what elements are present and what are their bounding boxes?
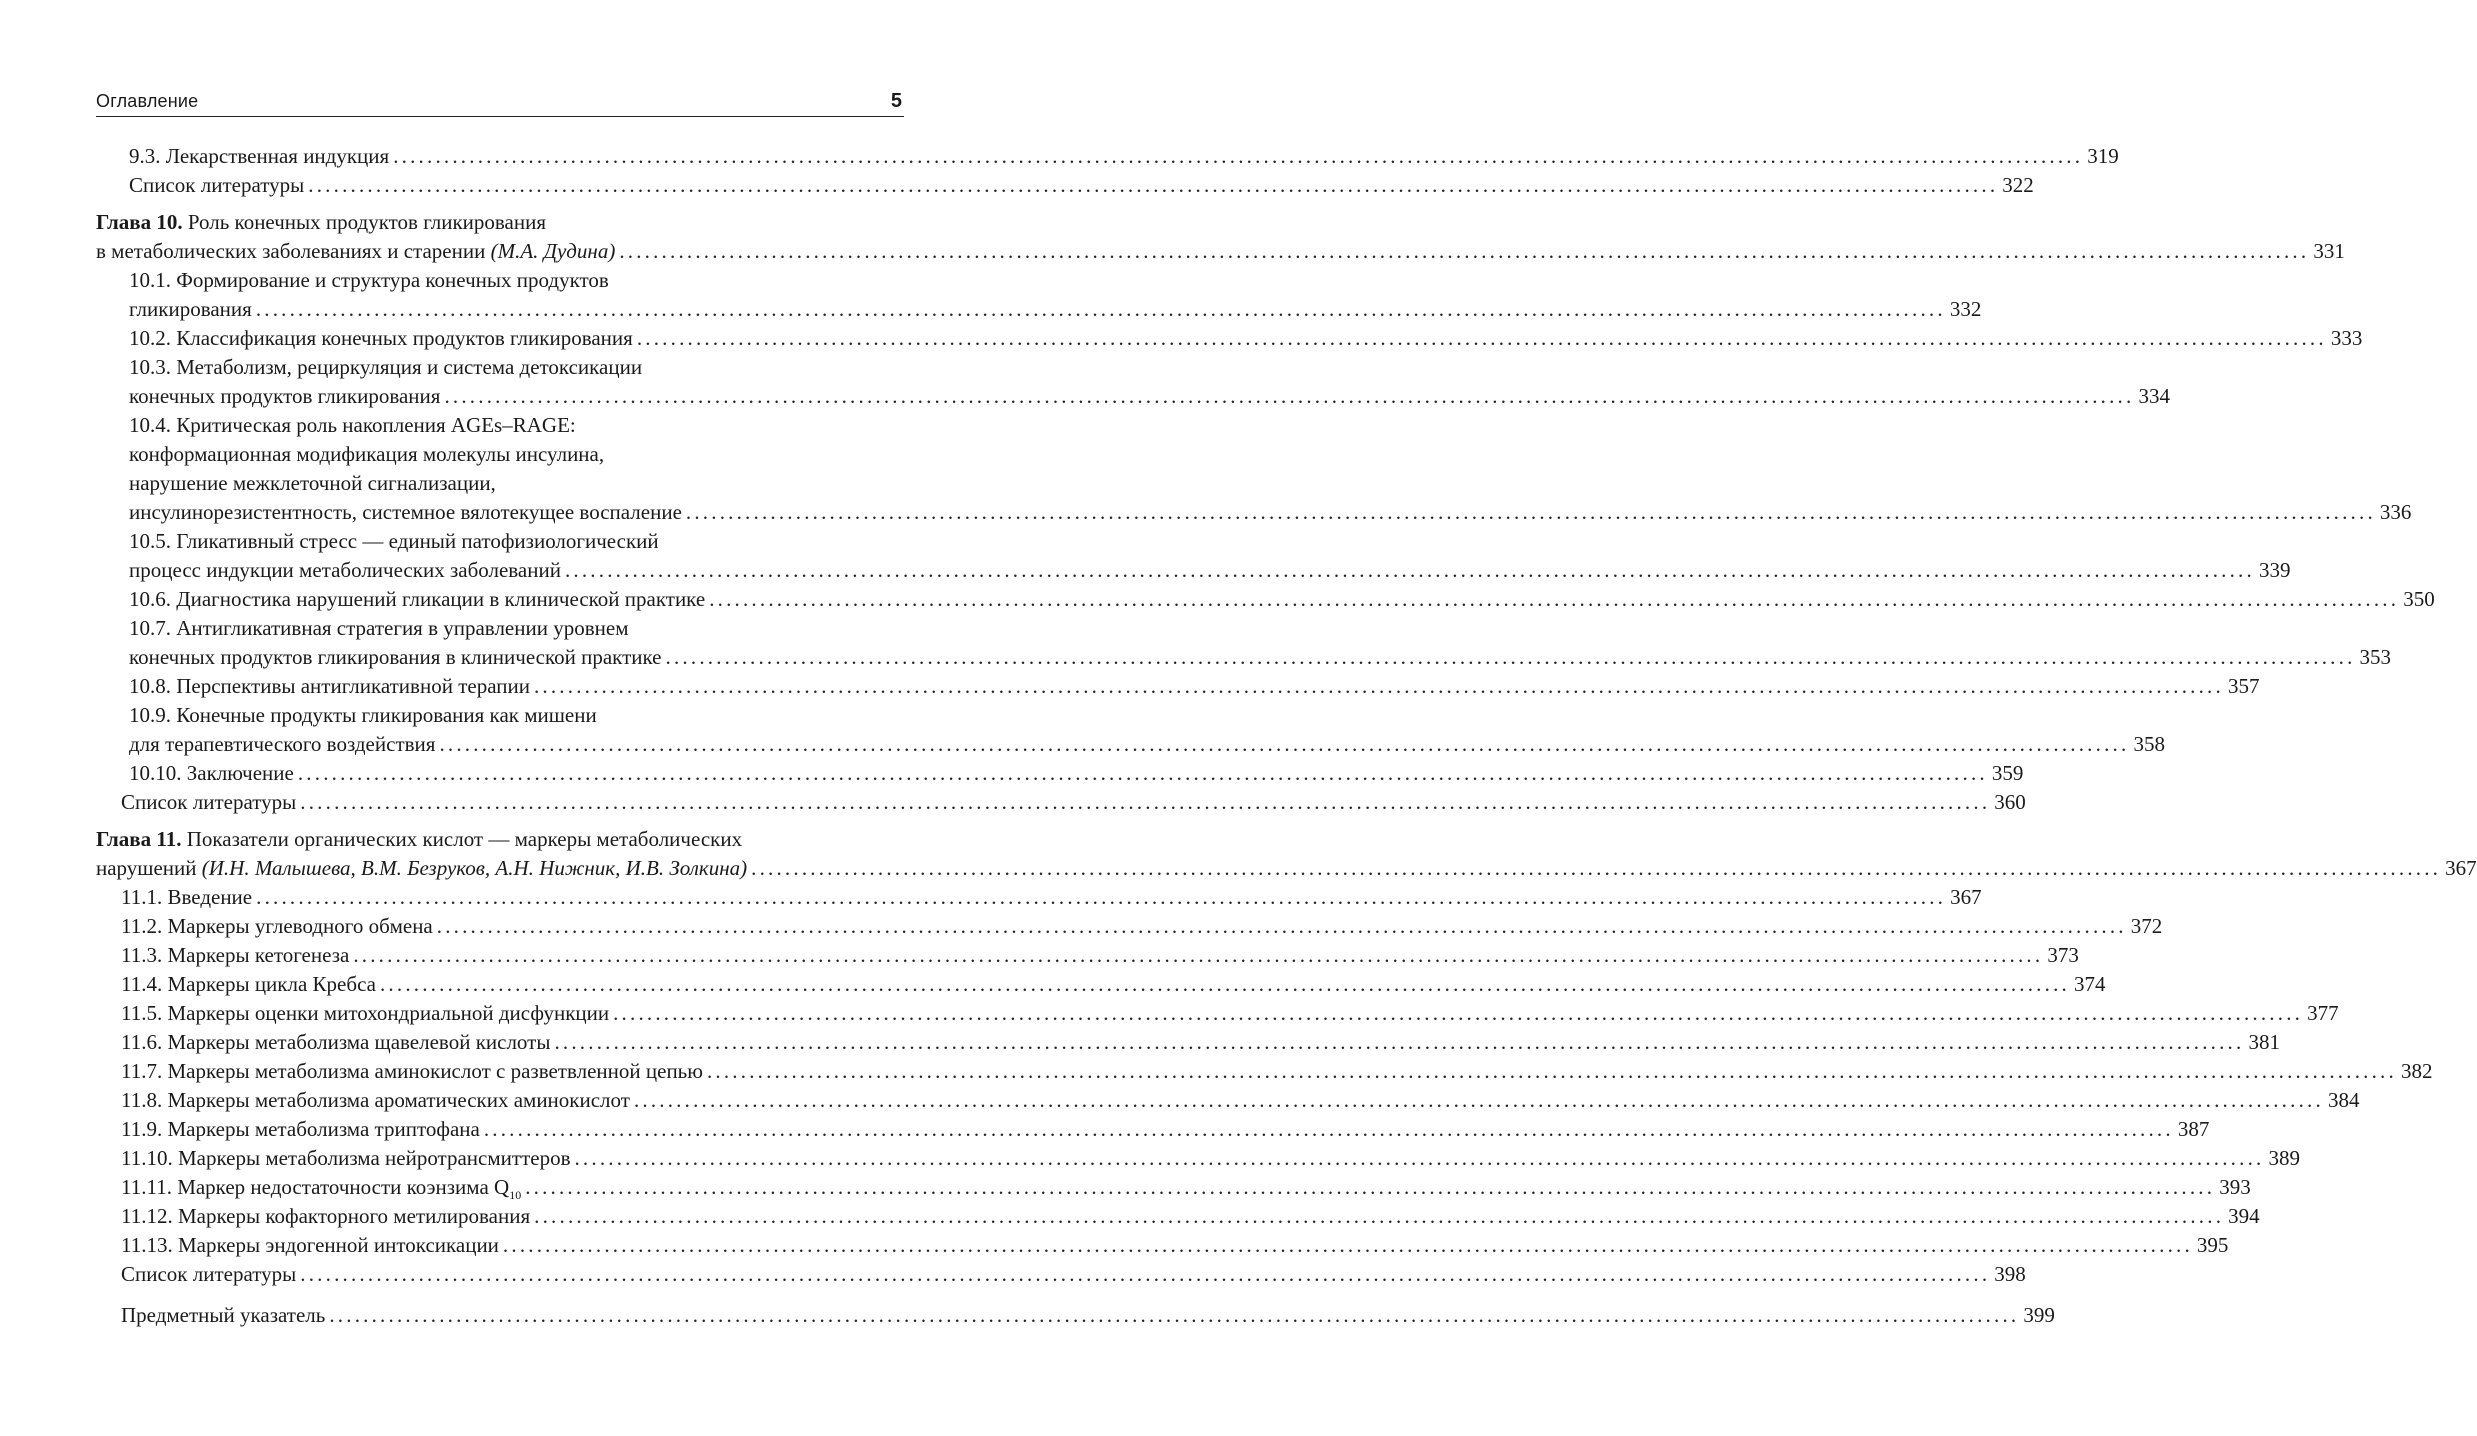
leader-dots: ........................................................................................................................................................................................................ [255,297,1946,321]
toc-entry-10-1[interactable] [96,266,1982,324]
chapter-title: Роль конечных продуктов гликирования [182,210,547,234]
entry-page: 334 [2138,384,2170,408]
leader-dots: ........................................................................................................................................................................................................ [444,384,2135,408]
entry-title-cont: для терапевтического воздействия [129,732,436,756]
chapter-title-line [96,237,2345,266]
toc-entry-ch11-references[interactable] [96,1260,2026,1289]
toc-entry-10-2[interactable] [96,324,2363,353]
header-title: Оглавление [96,91,199,111]
leader-dots: ........................................................................................................................................................................................................ [534,1204,2225,1228]
toc-entry-11-7[interactable] [96,1057,2433,1086]
toc-entry-11-2[interactable] [96,912,2163,941]
entry-page: 372 [2130,914,2163,938]
leader-dots: ........................................................................................................................................................................................................ [554,1030,2245,1054]
entry-title: 10.4. Критическая роль накопления AGEs–RAGE: [129,413,576,437]
entry-title: 11.9. Маркеры метаболизма триптофана [121,1117,480,1141]
entry-page: 393 [2219,1175,2251,1199]
entry-page: 322 [2002,173,2034,197]
entry-page: 373 [2047,943,2079,967]
leader-dots: ........................................................................................................................................................................................................ [256,885,1947,909]
leader-dots: ........................................................................................................................................................................................................ [613,1001,2304,1025]
entry-page: 353 [2359,645,2392,669]
leader-dots: ........................................................................................................................................................................................................ [751,856,2442,880]
entry-page: 382 [2400,1059,2433,1083]
entry-page: 387 [2177,1117,2210,1141]
leader-dots: ........................................................................................................................................................................................................ [709,587,2400,611]
entry-title: 10.6. Диагностика нарушений гликации в клинической практике [129,587,706,611]
entry-page: 331 [2313,239,2345,263]
entry-title: 11.11. Маркер недостаточности коэнзима Q [121,1175,510,1199]
entry-title-cont: конечных продуктов гликирования [129,384,441,408]
chapter-title-cont: нарушений [96,856,202,880]
entry-page: 360 [1994,790,2026,814]
toc-entry-11-1[interactable] [96,883,1982,912]
leader-dots: ........................................................................................................................................................................................................ [439,732,2130,756]
entry-title: 11.5. Маркеры оценки митохондриальной дисфункции [121,1001,610,1025]
entry-title: 11.2. Маркеры углеводного обмена [121,914,433,938]
entry-title: 10.3. Метаболизм, рециркуляция и система детоксикации [129,355,643,379]
entry-title: Список литературы [129,173,305,197]
toc-entry-11-12[interactable] [96,1202,2260,1231]
leader-dots: ........................................................................................................................................................................................................ [308,173,1999,197]
entry-page: 350 [2403,587,2435,611]
entry-page: 381 [2248,1030,2280,1054]
leader-dots: ........................................................................................................................................................................................................ [393,144,2084,168]
toc-entry-10-4[interactable] [96,411,2412,527]
leader-dots: ........................................................................................................................................................................................................ [564,558,2255,582]
leader-dots: ........................................................................................................................................................................................................ [379,972,2070,996]
toc-entry-10-6[interactable] [96,585,2435,614]
entry-title: 10.5. Гликативный стресс — единый патофизиологический [129,529,659,553]
entry-page: 339 [2258,558,2291,582]
entry-title: 11.6. Маркеры метаболизма щавелевой кислоты [121,1030,551,1054]
toc-entry-10-7[interactable] [96,614,2392,672]
entry-title: 11.10. Маркеры метаболизма нейротрансмиттеров [121,1146,571,1170]
toc-entry-11-6[interactable] [96,1028,2280,1057]
entry-subscript: 10 [509,1188,522,1203]
leader-dots: ........................................................................................................................................................................................................ [297,761,1988,785]
entry-title: 10.9. Конечные продукты гликирования как мишени [129,703,597,727]
leader-dots: ........................................................................................................................................................................................................ [329,1303,2020,1327]
leader-dots: ........................................................................................................................................................................................................ [633,1088,2324,1112]
entry-page: 367 [1950,885,1982,909]
leader-dots: ........................................................................................................................................................................................................ [353,943,2044,967]
leader-dots: ........................................................................................................................................................................................................ [619,239,2310,263]
leader-dots: ........................................................................................................................................................................................................ [502,1233,2193,1257]
entry-page: 394 [2228,1204,2260,1228]
leader-dots: ........................................................................................................................................................................................................ [685,500,2376,524]
entry-title: 11.13. Маркеры эндогенной интоксикации [121,1233,499,1257]
entry-title: 10.7. Антигликативная стратегия в управлении уровнем [129,616,629,640]
toc-entry-11-4[interactable] [96,970,2106,999]
chapter-title-cont: в метаболических заболеваниях и старении [96,239,491,263]
toc-entry-10-9[interactable] [96,701,2165,759]
entry-page: 357 [2227,674,2260,698]
entry-title: 11.12. Маркеры кофакторного метилирования [121,1204,531,1228]
entry-page: 367 [2445,856,2477,880]
entry-page: 333 [2330,326,2363,350]
entry-title: Предметный указатель [121,1303,326,1327]
chapter-title-line [96,208,904,237]
toc-entry-ch9-references[interactable] [96,171,2034,200]
entry-page: 332 [1949,297,1982,321]
entry-page: 389 [2268,1146,2300,1170]
chapter-authors: (М.А. Дудина) [490,239,616,263]
toc-entry-10-3[interactable] [96,353,2170,411]
entry-page: 377 [2307,1001,2339,1025]
entry-title-cont: нарушение межклеточной сигнализации, [129,471,496,495]
entry-title-cont: конечных продуктов гликирования в клинической практике [129,645,662,669]
running-header [96,88,904,117]
chapter-label: Глава 11. [96,827,182,851]
toc-entry-9-3[interactable] [96,142,2119,171]
entry-page: 395 [2196,1233,2229,1257]
chapter-authors: (И.Н. Малышева, В.М. Безруков, А.Н. Нижник, И.В. Золкина) [201,856,748,880]
leader-dots: ........................................................................................................................................................................................................ [525,1175,2216,1199]
toc-entry-11-11[interactable] [96,1173,2251,1203]
entry-title-cont: гликирования [129,297,252,321]
entry-title: 10.10. Заключение [129,761,294,785]
entry-title: 10.1. Формирование и структура конечных продуктов [129,268,609,292]
entry-page: 358 [2133,732,2165,756]
leader-dots: ........................................................................................................................................................................................................ [483,1117,2174,1141]
entry-title: 11.7. Маркеры метаболизма аминокислот с разветвленной цепью [121,1059,703,1083]
entry-page: 359 [1991,761,2024,785]
leader-dots: ........................................................................................................................................................................................................ [300,1262,1991,1286]
entry-title-cont: процесс индукции метаболических заболеваний [129,558,561,582]
toc-entry-11-10[interactable] [96,1144,2300,1173]
table-of-contents [96,142,2477,1330]
entry-page: 336 [2379,500,2412,524]
entry-page: 399 [2023,1303,2055,1327]
chapter-label: Глава 10. [96,210,183,234]
chapter-title-line [96,854,2477,883]
entry-title: Список литературы [121,1262,297,1286]
toc-entry-11-3[interactable] [96,941,2079,970]
entry-title-cont: инсулинорезистентность, системное вялотекущее воспаление [129,500,682,524]
entry-title-cont: конформационная модификация молекулы инсулина, [129,442,605,466]
toc-entry-11-5[interactable] [96,999,2339,1028]
toc-entry-ch10-references[interactable] [96,788,2026,817]
toc-entry-10-10[interactable] [96,759,2024,788]
toc-entry-subject-index[interactable] [96,1301,2055,1330]
leader-dots: ........................................................................................................................................................................................................ [574,1146,2265,1170]
leader-dots: ........................................................................................................................................................................................................ [636,326,2327,350]
leader-dots: ........................................................................................................................................................................................................ [533,674,2224,698]
toc-entry-10-5[interactable] [96,527,2291,585]
leader-dots: ........................................................................................................................................................................................................ [706,1059,2397,1083]
entry-page: 319 [2087,144,2119,168]
entry-title: 11.4. Маркеры цикла Кребса [121,972,376,996]
entry-title: 11.3. Маркеры кетогенеза [121,943,350,967]
chapter-title-line [96,825,904,854]
toc-entry-11-8[interactable] [96,1086,2360,1115]
toc-entry-10-8[interactable] [96,672,2260,701]
entry-title: Список литературы [121,790,297,814]
entry-page: 374 [2073,972,2106,996]
entry-title: 11.1. Введение [121,885,253,909]
toc-entry-11-13[interactable] [96,1231,2229,1260]
page-number: 5 [890,90,902,112]
leader-dots: ........................................................................................................................................................................................................ [665,645,2356,669]
entry-title: 10.2. Классификация конечных продуктов гликирования [129,326,633,350]
entry-title: 11.8. Маркеры метаболизма ароматических аминокислот [121,1088,630,1112]
leader-dots: ........................................................................................................................................................................................................ [300,790,1991,814]
toc-chapter-11[interactable] [96,825,2477,883]
entry-page: 384 [2327,1088,2360,1112]
entry-title: 10.8. Перспективы антигликативной терапии [129,674,530,698]
leader-dots: ........................................................................................................................................................................................................ [436,914,2127,938]
toc-entry-11-9[interactable] [96,1115,2210,1144]
chapter-title: Показатели органических кислот — маркеры метаболических [181,827,743,851]
toc-chapter-10[interactable] [96,208,2345,266]
entry-title: 9.3. Лекарственная индукция [129,144,390,168]
entry-page: 398 [1994,1262,2026,1286]
